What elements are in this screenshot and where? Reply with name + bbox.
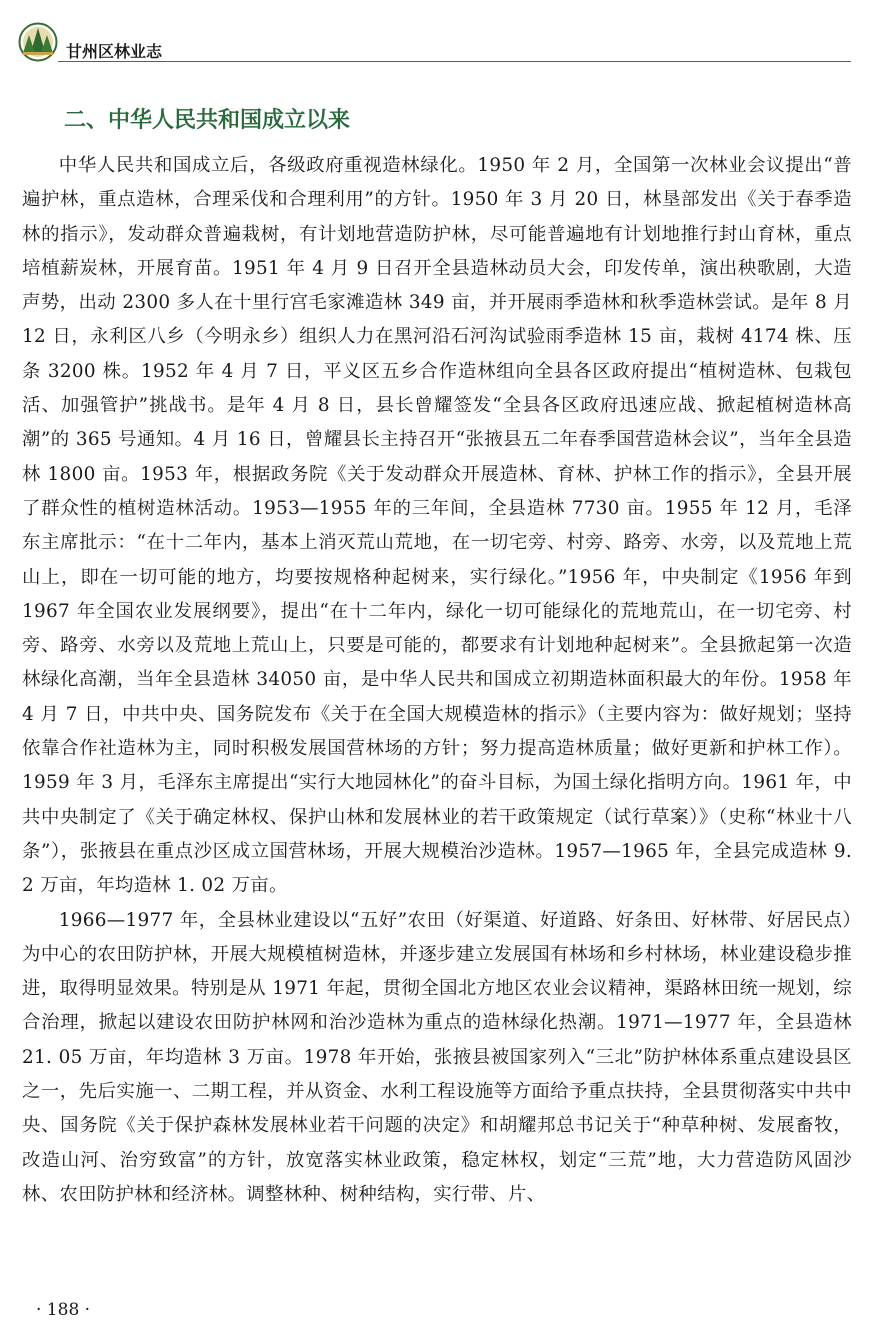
paragraph: 中华人民共和国成立后，各级政府重视造林绿化。1950 年 2 月，全国第一次林业会议提出“普遍护林，重点造林，合理采伐和合理利用”的方针。1950 年 3 月 20 日，林垦部发出《关于春季造林的指示》，发动群众普遍栽树，有计划地营造防护林，尽可能普遍地有计划地推行封山育林，重点培植薪炭林，开展育苗。1951 年 4 月 9 日召开全县造林动员大会，印发传单，演出秧歌剧，大造声势，出动 2300 多人在十里行宫毛家滩造林 349 亩，并开展雨季造林和秋季造林尝试。是年 8 月 12 日，永利区八乡（今明永乡）组织人力在黑河沿石河沟试验雨季造林 15 亩，栽树 4174 株、压条 3200 株。1952 年 4 月 7 日，平义区五乡合作造林组向全县各区政府提出“植树造林、包栽包活、加强管护”挑战书。是年 4 月 8 日，县长曾耀签发“全县各区政府迅速应战、掀起植树造林高潮”的 365 号通知。4 月 16 日，曾耀县长主持召开“张掖县五二年春季国营造林会议”，当年全县造林 1800 亩。1953 年，根据政务院《关于发动群众开展造林、育林、护林工作的指示》，全县开展了群众性的植树造林活动。1953—1955 年的三年间，全县造林 7730 亩。1955 年 12 月，毛泽东主席批示：“在十二年内，基本上消灭荒山荒地，在一切宅旁、村旁、路旁、水旁，以及荒地上荒山上，即在一切可能的地方，均要按规格种起树来，实行绿化。”1956 年，中央制定《1956 年到 1967 年全国农业发展纲要》，提出“在十二年内，绿化一切可能绿化的荒地荒山，在一切宅旁、村旁、路旁、水旁以及荒地上荒山上，只要是可能的，都要求有计划地种起树来”。全县掀起第一次造林绿化高潮，当年全县造林 34050 亩，是中华人民共和国成立初期造林面积最大的年份。1958 年 4 月 7 日，中共中央、国务院发布《关于在全国大规模造林的指示》（主要内容为：做好规划；坚持依靠合作社造林为主，同时积极发展国营林场的方针；努力提高造林质量；做好更新和护林工作）。1959 年 3 月，毛泽东主席提出“实行大地园林化”的奋斗目标，为国土绿化指明方向。1961 年，中共中央制定了《关于确定林权、保护山林和发展林业的若干政策规定（试行草案）》（史称“林业十八条”），张掖县在重点沙区成立国营林场，开展大规模治沙造林。1957—1965 年，全县完成造林 9. 2 万亩，年均造林 1. 02 万亩。 — [22, 155, 852, 897]
header-divider — [58, 61, 851, 62]
body-text — [22, 149, 852, 1212]
forest-logo-icon — [18, 22, 58, 62]
paragraph: 1966—1977 年，全县林业建设以“五好”农田（好渠道、好道路、好条田、好林带、好居民点）为中心的农田防护林，开展大规模植树造林，并逐步建立发展国有林场和乡村林场，林业建设稳步推进，取得明显效果。特别是从 1971 年起，贯彻全国北方地区农业会议精神，渠路林田统一规划，综合治理，掀起以建设农田防护林网和治沙造林为重点的造林绿化热潮。1971—1977 年，全县造林 21. 05 万亩，年均造林 3 万亩。1978 年开始，张掖县被国家列入“三北”防护林体系重点建设县区之一，先后实施一、二期工程，并从资金、水利工程设施等方面给予重点扶持，全县贯彻落实中共中央、国务院《关于保护森林发展林业若干问题的决定》和胡耀邦总书记关于“种草种树、发展畜牧，改造山河、治穷致富”的方针，放宽落实林业政策，稳定林权，划定“三荒”地，大力营造防风固沙林、农田防护林和经济林。调整林种、树种结构，实行带、片、 — [22, 909, 852, 1205]
page-header — [18, 22, 851, 64]
section-heading: 二、中华人民共和国成立以来 — [64, 108, 351, 133]
book-title: 甘州区林业志 — [66, 42, 163, 61]
page-number: · 188 · — [36, 1300, 91, 1320]
